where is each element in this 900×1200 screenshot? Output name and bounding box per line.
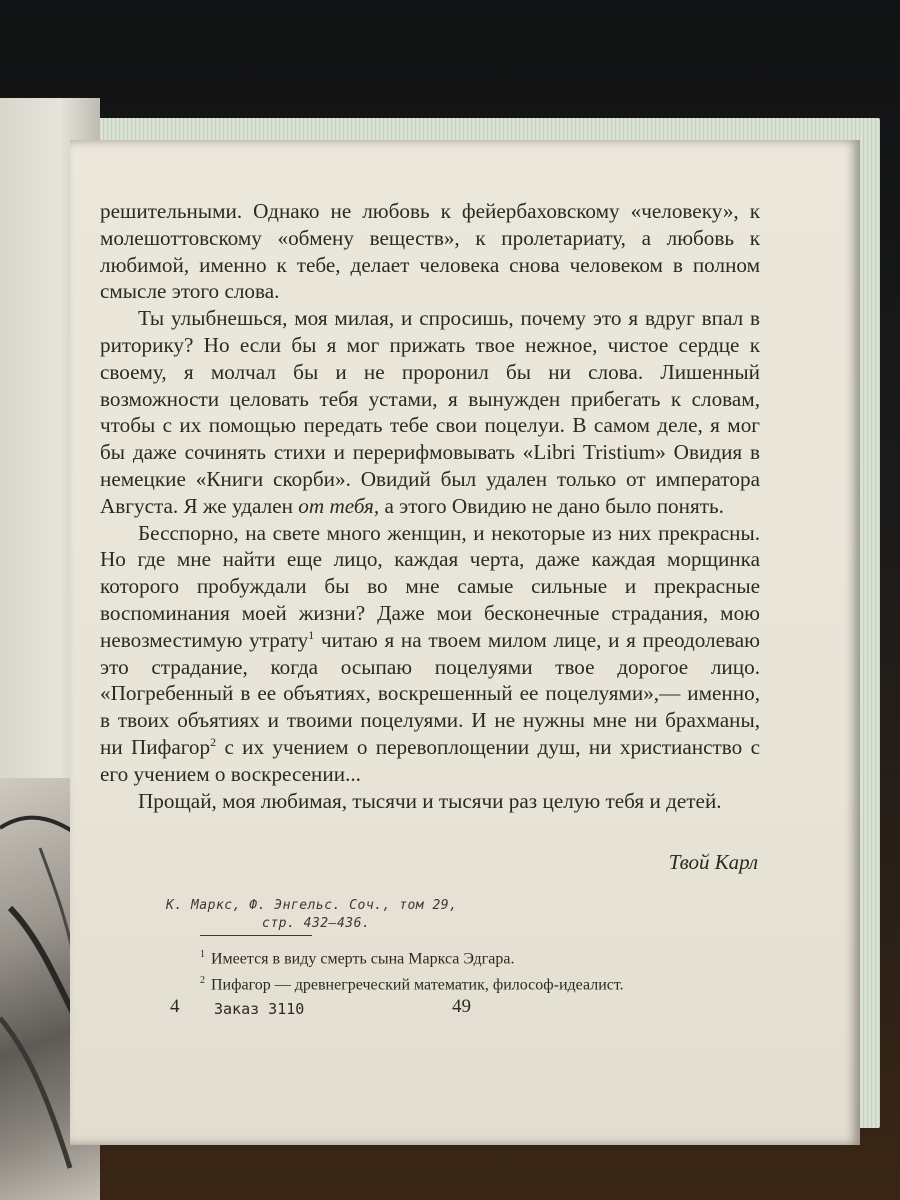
order-number: Заказ 3110 (214, 1000, 305, 1018)
footnote-ref-2: 2 (210, 734, 217, 749)
footnote-1 (200, 944, 760, 970)
paragraph-3-text-mid: читаю я на твоем милом лице, и я преодолеваю это страдание, когда осыпаю поцелуями твое дорогое лицо. «Погребенный в ее объятиях, воскрешенный ее поцелуями»,— именно, в твоих объятиях и твоими поцелуями. И не нужны мне ни брахманы, ни Пифагор (100, 627, 760, 759)
footnote-ref-1: 1 (308, 627, 315, 642)
emphasis-text: от тебя, (298, 493, 380, 518)
sheet-number: 4 (170, 996, 180, 1017)
source-line-2: стр. 432—436. (262, 916, 371, 931)
paragraph-4 (100, 788, 760, 815)
footnote-number: 1 (200, 949, 205, 960)
paragraph-3-text: Бесспорно, на свете много женщин, и некоторые из них прекрасны. Но где мне найти еще лицо, каждая черта, даже каждая морщинка которого пробуждали бы во мне самые сильные и прекрасные воспоминания моей жизни? Даже мои бесконечные страдания, мою невозместимую утрату (100, 520, 760, 652)
footnote-divider (200, 935, 312, 936)
footnote-number: 2 (200, 975, 205, 987)
letter-text (100, 198, 760, 814)
footnote-text: Имеется в виду смерть сына Маркса Эдгара. (211, 950, 515, 968)
page-number: 49 (452, 996, 471, 1017)
paragraph-1 (100, 198, 760, 305)
source-citation (166, 897, 457, 933)
footnote-2 (200, 970, 760, 996)
paragraph-2-text: Ты улыбнешься, моя милая, и спросишь, почему это я вдруг впал в риторику? Но если бы я мог прижать твое нежное, чистое сердце к своему, я молчал бы и не проронил бы ни слова. Лишенный возможности целовать тебя устами, я вынужден прибегать к словам, чтобы с их помощью передать тебе свои поцелуи. В самом деле, я мог бы даже сочинять стихи и перерифмовывать «Libri Tristium» Овидия в немецкие «Книги скорби». Овидий был удален только от императора Августа. Я же удален (100, 306, 760, 518)
footnote-text: Пифагор — древнегреческий математик, философ-идеалист. (211, 976, 624, 994)
paragraph-3-text-end: с их учением о перевоплощении душ, ни христианство с его учением о воскресении... (100, 734, 760, 786)
paragraph-2 (100, 305, 760, 519)
paragraph-3 (100, 520, 760, 788)
paragraph-1-text: решительными. Однако не любовь к фейербаховскому «человеку», к молешоттовскому «обмену веществ», к пролетариату, а любовь к любимой, именно к тебе, делает человека снова человеком в полном смысле этого слова. (100, 199, 760, 304)
signature: Твой Карл (668, 850, 758, 874)
source-line-1: К. Маркс, Ф. Энгельс. Соч., том 29, (166, 898, 458, 913)
paragraph-4-text: Прощай, моя любимая, тысячи и тысячи раз целую тебя и детей. (138, 788, 722, 813)
footnotes (200, 944, 760, 997)
paragraph-2-text-end: а этого Овидию не дано было понять. (379, 493, 724, 518)
